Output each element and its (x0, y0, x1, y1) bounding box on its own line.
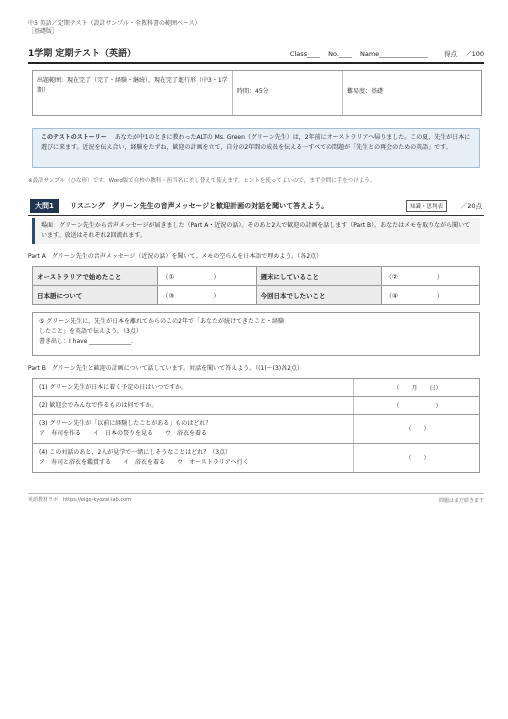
exam-title: 1学期 定期テスト（英語） (28, 49, 137, 59)
table-row (33, 267, 480, 286)
memo-answer-3[interactable]: （③ ） (158, 286, 257, 305)
q5-line-1: ⑤ グリーン先生に，先生が日本を離れてからのこの2年で「あなたが続けてきたこと・経験 (39, 318, 284, 325)
skill-tag: 知識・思判表 (406, 200, 447, 212)
question-text: (1) グリーン先生が日本に着く予定の日はいつですか。 (39, 384, 188, 391)
site-link[interactable]: 英語教材ラボ https://eigo-kyozai-lab.com (28, 497, 132, 503)
time-cell: 時間：45分 (233, 71, 343, 115)
section-badge: 大問1 (30, 199, 59, 213)
memo-label: 今回日本でしたいこと (256, 286, 381, 305)
question-text: (3) グリーン先生が「以前に経験したことがある」ものはどれ？ ア 寿司を作る イ 日本の祭りを見る ウ 浴衣を着る (39, 420, 212, 437)
header-top (28, 20, 484, 36)
part-a-label: Part A グリーン先生の音声メッセージ（近況の話）を聞いて，メモの空らんを日本語で埋めよう。（各2点） (28, 253, 323, 260)
sample-note: ※設計サンプル（ひな形）です。Word版で自校の教科・担当名に差し替えて使えます。ヒントを使ってよいので，まず全問に手をつけよう。 (28, 178, 376, 184)
name-field[interactable]: Name_______________ (359, 50, 428, 58)
answer-field[interactable]: （ 月 日） (353, 379, 481, 396)
difficulty-cell: 難易度：基礎 (347, 88, 384, 95)
page-footer (28, 493, 484, 503)
q5-line-3: 書き出し：I have ______________. (39, 338, 134, 345)
level-label: ［基礎版］ (28, 28, 59, 35)
answer-field[interactable]: （ ） (353, 415, 481, 443)
memo-answer-4[interactable]: （④ ） (381, 286, 480, 305)
scope-cell: 出題範囲：現在完了（完了・経験・継続），現在完了進行形（中3・1学期） (33, 71, 233, 115)
table-row (33, 286, 480, 305)
exam-meta-box (32, 70, 482, 116)
section-header (28, 199, 484, 216)
list-item (32, 378, 480, 397)
section-title: リスニング グリーン先生の音声メッセージと歓迎計画の対話を聞いて答えよう。 (70, 202, 329, 210)
list-item (32, 444, 480, 473)
question-text: (4) この対話のあと，2人が見学で一緒にしそうなことはどれ？（3点） ア 寿司と浴衣を鑑賞する イ 浴衣を着る ウ オーストラリアへ行く (39, 449, 249, 466)
memo-answer-2[interactable]: （② ） (381, 267, 480, 286)
continue-note: 問題はまだ続きます (438, 498, 484, 504)
part-b-label: Part B グリーン先生と歓迎の計画について話しています。対話を聞いて答えよう。（(1)～(3)各2点） (28, 365, 303, 372)
scene-instruction: 場面 グリーン先生から音声メッセージが届きました（Part A・近況の話）。そのあと2人で歓迎の計画を話します（Part B）。あなたはメモを取りながら聞いています。放送はそれぞれ2回流れます。 (32, 218, 480, 244)
class-field[interactable]: Class____ (289, 50, 321, 58)
number-field[interactable]: No.____ (328, 50, 352, 58)
memo-label: 日本語について (33, 286, 158, 305)
answer-field[interactable]: （ ） (353, 397, 481, 414)
q5-line-2: したこと」を英語で伝えよう。（3点） (39, 328, 142, 335)
memo-label: 週末にしていること (256, 267, 381, 286)
choices: ア 寿司と浴衣を鑑賞する イ 浴衣を着る ウ オーストラリアへ行く (39, 459, 249, 466)
score-label: 得点 (444, 50, 457, 58)
student-fields (284, 49, 484, 58)
series-label: 中3 英語／定期テスト（設計サンプル・全教科書の範囲ベース） (28, 20, 201, 27)
part-a-memo-table (32, 266, 480, 305)
choices: ア 寿司を作る イ 日本の祭りを見る ウ 浴衣を着る (39, 430, 208, 437)
part-b-questions (32, 378, 480, 473)
story-text: あなたが中1のときに教わったALTの Ms. Green（グリーン先生）は，2年前にオーストラリアへ帰りました。この夏，先生が日本に遊びに来ます。近況を伝え合い，経験をたずね，歓迎の計画を立て，自分の2年間の成長を伝える一すべての問題が「先生との再会のための英語」です。 (41, 134, 471, 151)
title-row (28, 46, 484, 64)
memo-answer-1[interactable]: （① ） (158, 267, 257, 286)
score-max: ／100 (465, 50, 484, 58)
question-5-box[interactable] (32, 312, 480, 356)
question-text: (2) 歓迎会でみんなで作るものは何ですか。 (39, 402, 158, 409)
story-box (32, 128, 480, 168)
list-item (32, 397, 480, 415)
memo-label: オーストラリアで始めたこと (33, 267, 158, 286)
answer-field[interactable]: （ ） (353, 444, 481, 472)
section-points: ／20点 (460, 202, 482, 210)
list-item (32, 415, 480, 444)
story-heading: このテストのストーリー (41, 134, 107, 141)
